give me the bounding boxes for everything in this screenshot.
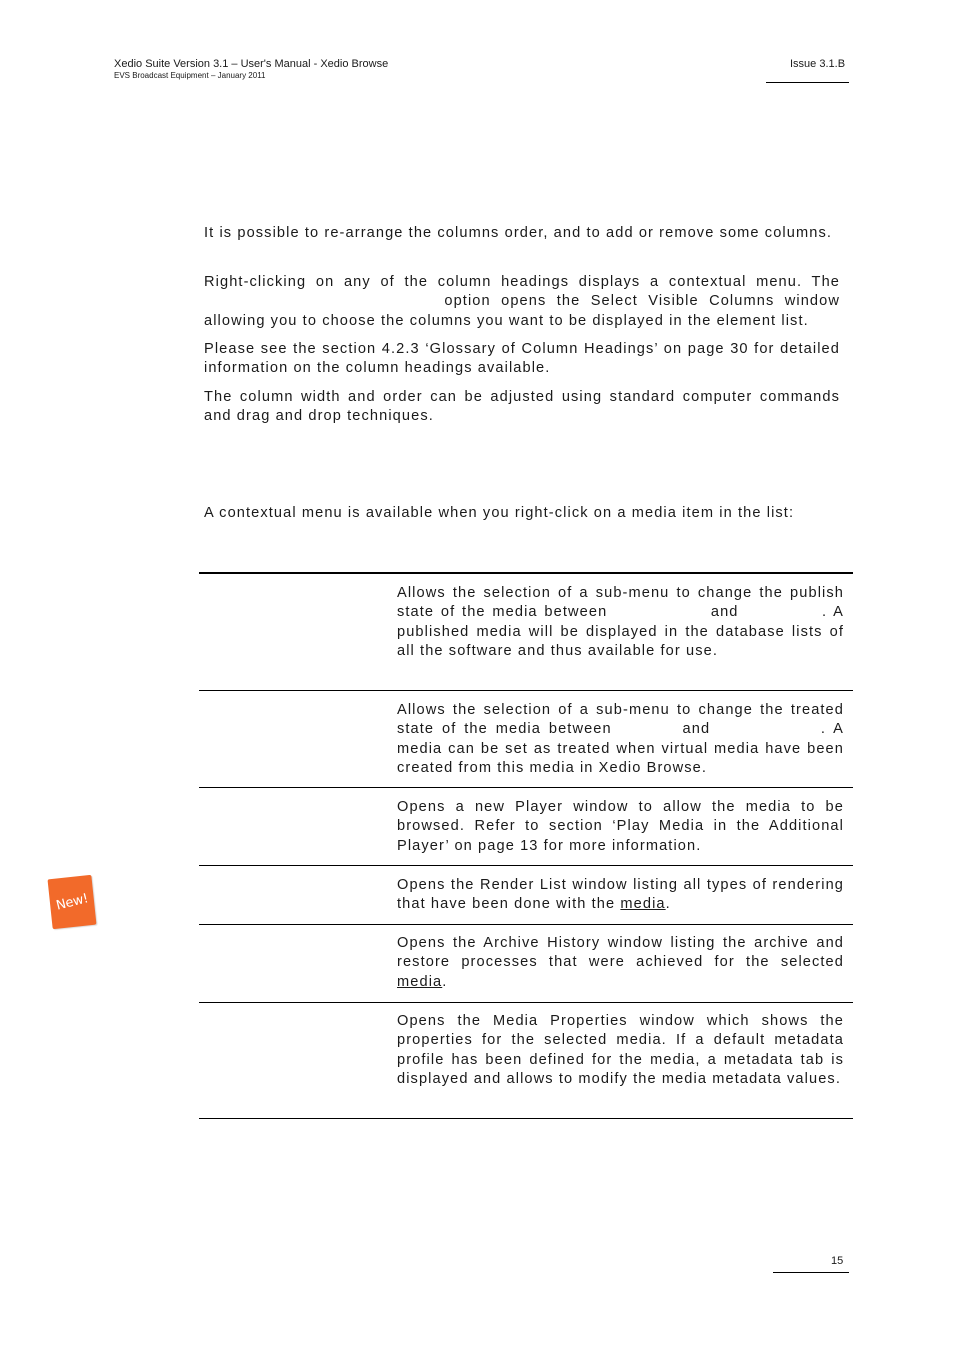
table-row-archive-history: Opens the Archive History window listing the archive and restore processes that were achieved for the selected media. <box>397 935 844 990</box>
page-header <box>114 57 388 81</box>
media-link[interactable]: media <box>397 973 443 990</box>
table-row-publish: Allows the selection of a sub-menu to change the publish state of the media between and . A published media will be displayed in the database lists of all the software and thus available for use. <box>397 585 844 660</box>
table-row-properties: Opens the Media Properties window which shows the properties for the selected media. If a default metadata profile has been defined for the media, a metadata tab is displayed and allows to modify the media metadata values. <box>397 1013 844 1088</box>
paragraph-column-width: The column width and order can be adjusted using standard computer commands and drag and drop techniques. <box>204 389 840 425</box>
document-subtitle: EVS Broadcast Equipment – January 2011 <box>114 71 266 80</box>
table-row-render-list: Opens the Render List window listing all types of rendering that have been done with the media. <box>397 877 844 913</box>
table-rule <box>199 787 853 788</box>
table-rule <box>199 865 853 866</box>
table-rule <box>199 924 853 925</box>
issue-label: Issue 3.1.B <box>790 58 846 70</box>
table-top-rule <box>199 572 853 574</box>
table-row-play: Opens a new Player window to allow the media to be browsed. Refer to section ‘Play Media in the Additional Player’ on page 13 for more information. <box>397 799 844 854</box>
paragraph-right-click: Right-clicking on any of the column headings displays a contextual menu. The option opens the Select Visible Columns window allowing you to choose the columns you want to be displayed in the element list. <box>204 274 840 329</box>
paragraph-contextual-menu: A contextual menu is available when you right-click on a media item in the list: <box>204 505 795 521</box>
document-title: Xedio Suite Version 3.1 – User's Manual - Xedio Browse <box>114 58 389 70</box>
paragraph-rearrange: It is possible to re-arrange the columns order, and to add or remove some columns. <box>204 225 833 241</box>
table-rule <box>199 1002 853 1003</box>
media-link[interactable]: media <box>620 896 666 913</box>
paragraph-glossary: Please see the section 4.2.3 ‘Glossary of Column Headings’ on page 30 for detailed information on the column headings available. <box>204 341 840 377</box>
new-badge <box>48 875 97 929</box>
footer-rule <box>773 1272 849 1273</box>
new-badge-label: New! <box>54 890 90 914</box>
table-rule <box>199 690 853 691</box>
table-bottom-rule <box>199 1118 853 1119</box>
page-number: 15 <box>831 1255 844 1267</box>
table-row-treated: Allows the selection of a sub-menu to change the treated state of the media between and . A media can be set as treated when virtual media have been created from this media in Xedio Browse. <box>397 702 844 777</box>
header-rule <box>766 82 849 83</box>
